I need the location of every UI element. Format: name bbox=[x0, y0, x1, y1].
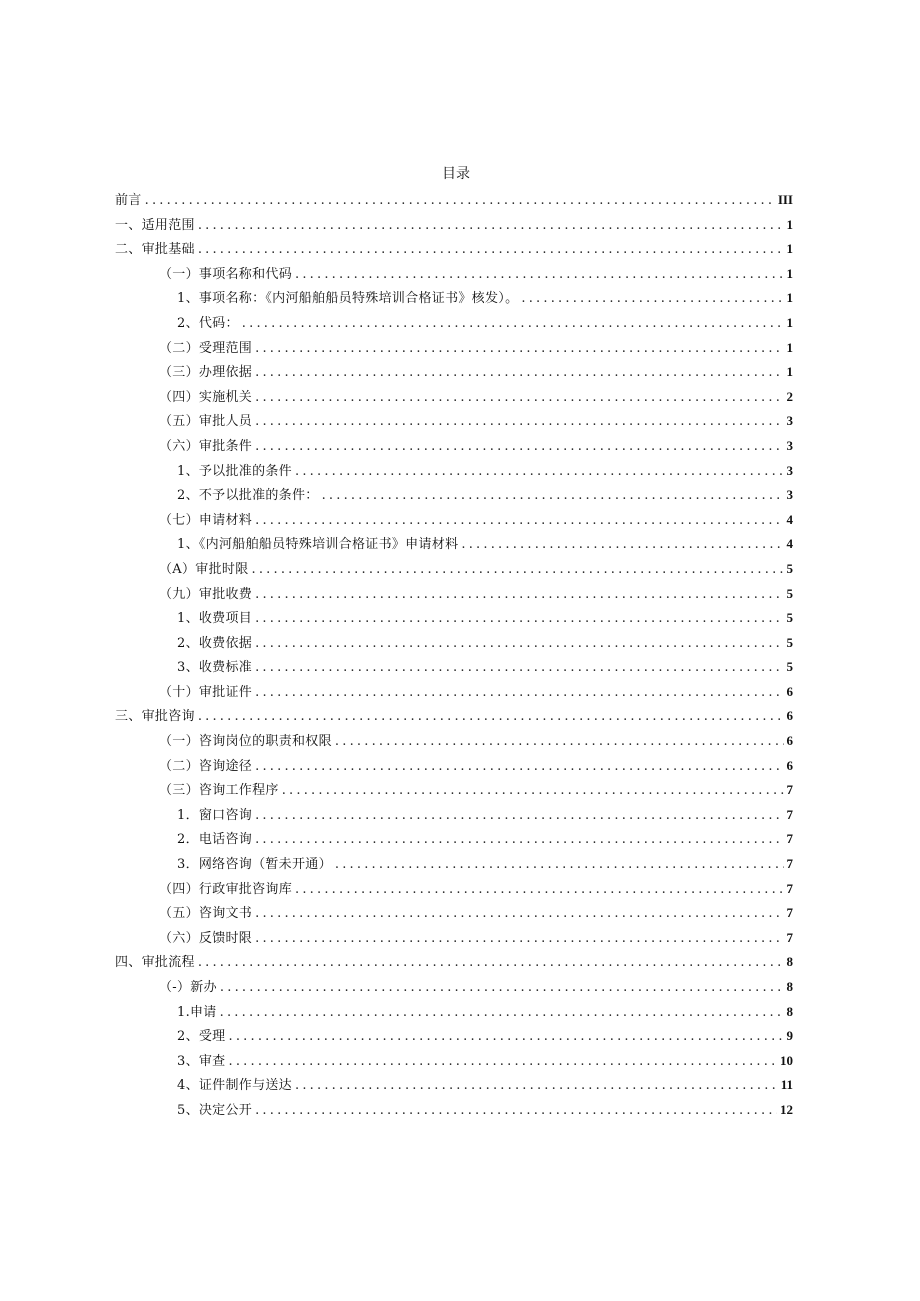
toc-entry-label: 2、不予以批准的条件： bbox=[177, 488, 319, 504]
toc-dot-leader bbox=[220, 1001, 784, 1026]
toc-entry-label: 1、《内河船舶船员特殊培训合格证书》申请材料 bbox=[177, 537, 459, 553]
toc-dot-leader bbox=[255, 410, 783, 435]
toc-entry-label: （六）审批条件 bbox=[159, 438, 253, 454]
toc-entry-label: （二）咨询途径 bbox=[159, 758, 253, 774]
toc-entry-page-number: 9 bbox=[786, 1028, 793, 1044]
toc-entry-page-number: 7 bbox=[786, 782, 793, 798]
toc-entry-page-number: 5 bbox=[786, 659, 793, 675]
toc-entry[interactable] bbox=[115, 188, 793, 213]
toc-dot-leader bbox=[255, 755, 783, 780]
toc-entry-page-number: 8 bbox=[786, 979, 793, 994]
toc-dot-leader bbox=[255, 583, 783, 608]
toc-dot-leader bbox=[461, 533, 783, 558]
toc-entry-label: 3．网络咨询（暂未开通） bbox=[177, 857, 332, 873]
toc-dot-leader bbox=[255, 681, 783, 706]
toc-entry-page-number: 12 bbox=[780, 1101, 793, 1117]
toc-dot-leader bbox=[145, 189, 775, 214]
toc-entry-label: （A）审批时限 bbox=[159, 561, 249, 577]
toc-entry-label: （七）申请材料 bbox=[159, 512, 253, 528]
toc-entry-page-number: 7 bbox=[786, 806, 793, 822]
toc-entry-label: （-）新办 bbox=[159, 980, 217, 995]
toc-entry-label: 2、代码： bbox=[177, 315, 239, 331]
toc-entry-label: （四）实施机关 bbox=[159, 389, 253, 405]
toc-entry-label: 3、收费标准 bbox=[177, 660, 253, 676]
toc-dot-leader bbox=[255, 509, 783, 534]
toc-entry-label: 三、审批咨询 bbox=[115, 709, 195, 725]
toc-entry-page-number: 7 bbox=[786, 905, 793, 921]
toc-entry-page-number: 1 bbox=[786, 241, 793, 257]
toc-entry[interactable] bbox=[115, 286, 793, 311]
toc-entry[interactable] bbox=[115, 950, 793, 975]
toc-dot-leader bbox=[295, 263, 783, 288]
toc-entry[interactable] bbox=[115, 459, 793, 484]
toc-entry-page-number: 1 bbox=[786, 339, 793, 355]
toc-entry-label: 2．电话咨询 bbox=[177, 832, 253, 848]
toc-dot-leader bbox=[242, 312, 784, 337]
toc-entry[interactable] bbox=[115, 754, 793, 779]
toc-entry-page-number: 5 bbox=[786, 634, 793, 650]
toc-entry-label: （二）受理范围 bbox=[159, 340, 253, 356]
toc-entry-page-number: 4 bbox=[786, 511, 793, 527]
toc-entry-label: （五）审批人员 bbox=[159, 414, 253, 430]
toc-entry[interactable] bbox=[115, 852, 793, 877]
toc-entry[interactable] bbox=[115, 311, 793, 336]
toc-dot-leader bbox=[255, 386, 783, 411]
toc-entry-label: 二、审批基础 bbox=[115, 242, 195, 258]
toc-dot-leader bbox=[198, 238, 784, 263]
toc-entry-label: 1、收费项目 bbox=[177, 611, 253, 627]
toc-entry[interactable] bbox=[115, 360, 793, 385]
toc-dot-leader bbox=[255, 337, 783, 362]
toc-entry[interactable] bbox=[115, 508, 793, 533]
toc-entry-page-number: 1 bbox=[786, 314, 793, 330]
toc-entry-page-number: 3 bbox=[786, 487, 793, 503]
toc-entry-page-number: 1 bbox=[786, 290, 793, 306]
toc-dot-leader bbox=[255, 361, 783, 386]
toc-dot-leader bbox=[255, 435, 783, 460]
toc-entry-page-number: 2 bbox=[786, 388, 793, 404]
toc-entry-page-number: 7 bbox=[786, 929, 793, 945]
toc-entry[interactable] bbox=[115, 877, 793, 902]
toc-dot-leader bbox=[228, 1025, 783, 1050]
toc-entry[interactable] bbox=[115, 729, 793, 754]
toc-entry[interactable] bbox=[115, 827, 793, 852]
toc-dot-leader bbox=[255, 1099, 777, 1124]
toc-entry-label: 2、受理 bbox=[177, 1029, 226, 1045]
toc-entry[interactable] bbox=[115, 803, 793, 828]
toc-entry-page-number: 1 bbox=[786, 265, 793, 281]
toc-entry-label: 5、决定公开 bbox=[177, 1102, 253, 1118]
toc-entry[interactable] bbox=[115, 606, 793, 631]
toc-entry-page-number: 3 bbox=[786, 413, 793, 429]
toc-entry[interactable] bbox=[115, 1024, 793, 1049]
toc-entry-label: （一）事项名称和代码 bbox=[159, 266, 293, 282]
toc-dot-leader bbox=[255, 927, 783, 952]
toc-entry[interactable] bbox=[115, 1000, 793, 1025]
toc-dot-leader bbox=[255, 902, 783, 927]
toc-entry-page-number: 10 bbox=[780, 1052, 793, 1068]
toc-entry-label: 4、证件制作与送达 bbox=[177, 1078, 292, 1094]
toc-dot-leader bbox=[295, 460, 784, 485]
toc-entry-label: （一）咨询岗位的职责和权限 bbox=[159, 734, 332, 750]
toc-entry-label: 3、审查 bbox=[177, 1053, 226, 1069]
toc-entry[interactable] bbox=[115, 557, 793, 582]
toc-entry-label: （九）审批收费 bbox=[159, 586, 253, 602]
toc-entry[interactable] bbox=[115, 385, 793, 410]
toc-entry[interactable] bbox=[115, 483, 793, 508]
toc-entry[interactable] bbox=[115, 778, 793, 803]
toc-entry-page-number: 6 bbox=[786, 708, 793, 724]
toc-entry[interactable] bbox=[115, 631, 793, 656]
toc-entry-label: （六）反馈时限 bbox=[159, 930, 253, 946]
toc-dot-leader bbox=[220, 976, 784, 1001]
toc-entry[interactable] bbox=[115, 926, 793, 951]
toc-dot-leader bbox=[295, 1074, 778, 1099]
toc-entry[interactable] bbox=[115, 975, 793, 1000]
toc-entry-label: 前言 bbox=[115, 193, 142, 208]
toc-entry-page-number: 3 bbox=[786, 437, 793, 453]
toc-entry[interactable] bbox=[115, 582, 793, 607]
toc-entry-label: 1．窗口咨询 bbox=[177, 807, 253, 823]
toc-list bbox=[115, 188, 793, 1123]
toc-entry[interactable] bbox=[115, 262, 793, 287]
toc-entry-page-number: 5 bbox=[786, 585, 793, 601]
toc-entry-page-number: III bbox=[777, 192, 793, 207]
toc-entry[interactable] bbox=[115, 680, 793, 705]
toc-title: 目录 bbox=[442, 166, 470, 182]
toc-dot-leader bbox=[255, 828, 783, 853]
toc-entry-page-number: 3 bbox=[786, 462, 793, 478]
toc-entry-label: （三）办理依据 bbox=[159, 365, 253, 381]
toc-dot-leader bbox=[255, 607, 783, 632]
toc-entry-page-number: 6 bbox=[786, 683, 793, 699]
toc-dot-leader bbox=[252, 558, 784, 583]
toc-entry[interactable] bbox=[115, 704, 793, 729]
toc-entry-page-number: 6 bbox=[786, 733, 793, 749]
toc-dot-leader bbox=[521, 287, 783, 312]
toc-dot-leader bbox=[335, 730, 784, 755]
toc-dot-leader bbox=[228, 1050, 777, 1075]
toc-entry-label: 一、适用范围 bbox=[115, 217, 195, 233]
toc-entry[interactable] bbox=[115, 532, 793, 557]
toc-dot-leader bbox=[255, 656, 783, 681]
toc-entry[interactable] bbox=[115, 213, 793, 238]
toc-entry[interactable] bbox=[115, 409, 793, 434]
toc-entry-page-number: 5 bbox=[786, 610, 793, 626]
toc-entry-label: （四）行政审批咨询库 bbox=[159, 881, 293, 897]
toc-dot-leader bbox=[282, 779, 784, 804]
toc-dot-leader bbox=[198, 214, 784, 239]
toc-entry-label: 四、审批流程 bbox=[115, 955, 195, 971]
toc-entry-page-number: 11 bbox=[780, 1077, 793, 1093]
toc-entry-label: 1.申请 bbox=[177, 1004, 217, 1020]
toc-entry-label: （三）咨询工作程序 bbox=[159, 783, 279, 799]
toc-entry[interactable] bbox=[115, 336, 793, 361]
toc-entry[interactable] bbox=[115, 1073, 793, 1098]
toc-entry[interactable] bbox=[115, 237, 793, 262]
toc-dot-leader bbox=[322, 484, 784, 509]
toc-dot-leader bbox=[255, 632, 783, 657]
toc-entry-page-number: 1 bbox=[786, 216, 793, 232]
toc-entry-page-number: 8 bbox=[786, 954, 793, 970]
toc-entry[interactable] bbox=[115, 655, 793, 680]
toc-entry-label: （五）咨询文书 bbox=[159, 906, 253, 922]
toc-dot-leader bbox=[198, 951, 784, 976]
toc-dot-leader bbox=[255, 804, 783, 829]
toc-entry[interactable] bbox=[115, 434, 793, 459]
toc-entry-page-number: 4 bbox=[786, 536, 793, 552]
toc-entry-page-number: 7 bbox=[786, 856, 793, 872]
toc-entry-page-number: 7 bbox=[786, 880, 793, 896]
toc-dot-leader bbox=[198, 705, 784, 730]
toc-dot-leader bbox=[295, 878, 783, 903]
toc-entry-label: 1、予以批准的条件 bbox=[177, 463, 292, 479]
toc-entry-page-number: 1 bbox=[786, 364, 793, 380]
toc-entry-page-number: 6 bbox=[786, 757, 793, 773]
toc-entry[interactable] bbox=[115, 1049, 793, 1074]
toc-entry-page-number: 5 bbox=[786, 560, 793, 576]
toc-entry[interactable] bbox=[115, 1098, 793, 1123]
toc-entry-label: 1、事项名称：《内河船舶船员特殊培训合格证书》核发）。 bbox=[177, 291, 519, 307]
toc-entry-page-number: 7 bbox=[786, 831, 793, 847]
toc-entry[interactable] bbox=[115, 901, 793, 926]
toc-dot-leader bbox=[335, 853, 784, 878]
toc-entry-page-number: 8 bbox=[786, 1003, 793, 1019]
toc-entry-label: （十）审批证件 bbox=[159, 684, 253, 700]
toc-entry-label: 2、收费依据 bbox=[177, 635, 253, 651]
